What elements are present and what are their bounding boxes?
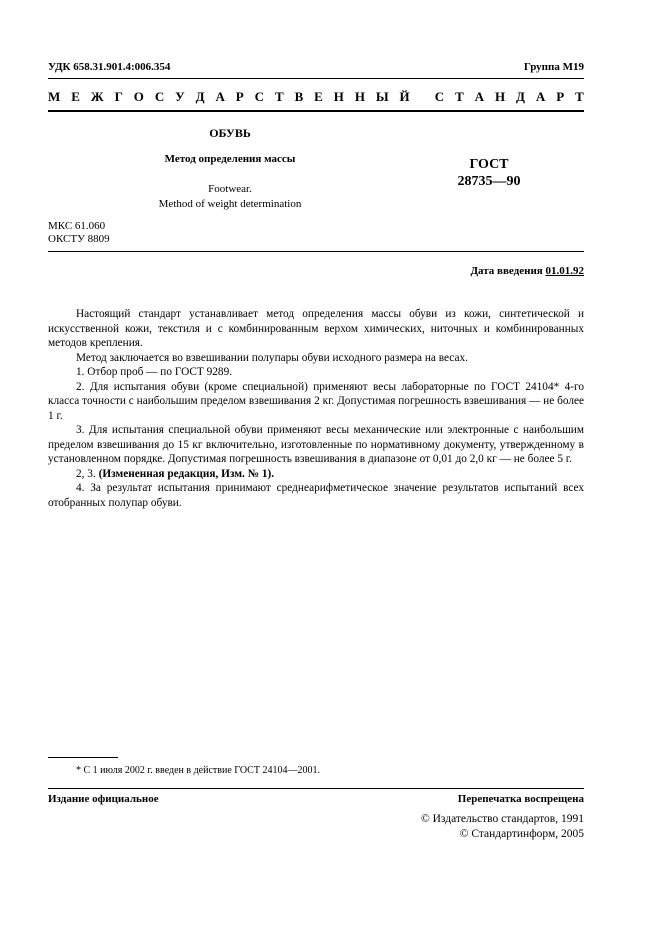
interstate-letter: А [215, 89, 225, 104]
footnote-rule [48, 757, 118, 758]
interstate-letter: Н [354, 89, 365, 104]
copyright-standartinform: © Стандартинформ, 2005 [459, 828, 584, 840]
interstate-letter: Й [399, 89, 410, 104]
interstate-letter: С [254, 89, 265, 104]
okstu-code: ОКСТУ 8809 [48, 233, 110, 245]
body-paragraph-amendment [48, 467, 584, 482]
interstate-letter: Н [333, 89, 344, 104]
interstate-letter: Т [274, 89, 284, 104]
body-paragraph: Настоящий стандарт устанавливает метод определения массы обуви из кожи, синтетической и искусственной кожи, текстиля и с комбинированным верхом химических, ниточных и комбинированных методов крепления. [48, 308, 584, 349]
body-paragraph: 3. Для испытания специальной обуви применяют весы механические или электронные с наибольшим пределом взвешивания до 15 кг включительно, изготовленные по нормативному документу, утвержденному в установленном порядке. Допустимая погрешность взвешивания в диапазоне от 0,01 до 2,0 кг — не более 5 г. [48, 424, 584, 465]
interstate-letter: О [133, 89, 144, 104]
interstate-letter: Д [195, 89, 205, 104]
gost-code: 28735—90 [457, 174, 521, 189]
interstate-letter: Е [71, 89, 80, 104]
copyright-block [421, 812, 584, 842]
body-paragraph: 1. Отбор проб — по ГОСТ 9289. [76, 366, 233, 378]
interstate-letter: Ы [375, 89, 389, 104]
interstate-letter: Д [516, 89, 525, 104]
interstate-letter: Р [235, 89, 244, 104]
codes-rule [48, 251, 584, 252]
effective-date [470, 265, 584, 277]
interstate-letter: А [535, 89, 546, 104]
gost-number [453, 156, 525, 190]
interstate-letter: М [48, 89, 61, 104]
body-paragraph: 2. Для испытания обуви (кроме специальной) применяют весы лабораторные по ГОСТ 24104* 4-го класса точности с наибольшим пределом взвешивания 2 кг. Допустимая погрешность взвешивания — не более 1 г. [48, 380, 584, 422]
interstate-letter: А [474, 89, 485, 104]
footnote: * С 1 июля 2002 г. введен в действие ГОСТ 24104—2001. [76, 765, 320, 776]
gost-label: ГОСТ [469, 157, 509, 172]
footer-rule [48, 788, 584, 789]
document-title: ОБУВЬ [209, 126, 251, 140]
copyright-publisher: © Издательство стандартов, 1991 [420, 813, 584, 825]
interstate-letter: Р [556, 89, 565, 104]
english-title-line2: Method of weight determination [158, 198, 302, 210]
interstate-letter: Е [314, 89, 323, 104]
interstate-letter: Г [114, 89, 123, 104]
interstate-letter: Н [494, 89, 506, 104]
english-title-line1: Footwear. [208, 183, 252, 195]
header-rule-bottom [48, 110, 584, 112]
interstate-letter: У [175, 89, 185, 104]
amendment-note: (Измененная редакция, Изм. № 1). [98, 467, 275, 480]
document-subtitle: Метод определения массы [164, 153, 296, 165]
udk-code: УДК 658.31.901.4:006.354 [48, 61, 171, 73]
document-body [48, 307, 584, 510]
interstate-standard-heading [48, 89, 584, 105]
english-title [110, 182, 350, 212]
interstate-letter: Т [455, 89, 464, 104]
amendment-items: 2, 3. [76, 467, 96, 480]
classification-codes [48, 220, 110, 246]
body-paragraph: 4. За результат испытания принимают среднеарифметическое значение результатов испытаний всех отобранных полупар обуви. [48, 482, 584, 509]
interstate-letter: В [294, 89, 304, 104]
body-paragraph: Метод заключается во взвешивании полупары обуви исходного размера на весах. [76, 351, 468, 364]
header-rule-top [48, 78, 584, 79]
reprint-prohibited: Перепечатка воспрещена [457, 793, 584, 805]
official-edition: Издание официальное [48, 793, 159, 805]
interstate-letter: Т [575, 89, 584, 104]
interstate-letter: С [434, 89, 445, 104]
group-code: Группа М19 [523, 61, 584, 73]
effective-date-label: Дата введения [470, 265, 543, 277]
interstate-letter: С [154, 89, 165, 104]
interstate-letter [421, 89, 424, 105]
interstate-letter: Ж [90, 89, 104, 104]
mks-code: МКС 61.060 [48, 220, 106, 232]
effective-date-value: 01.01.92 [545, 265, 584, 277]
